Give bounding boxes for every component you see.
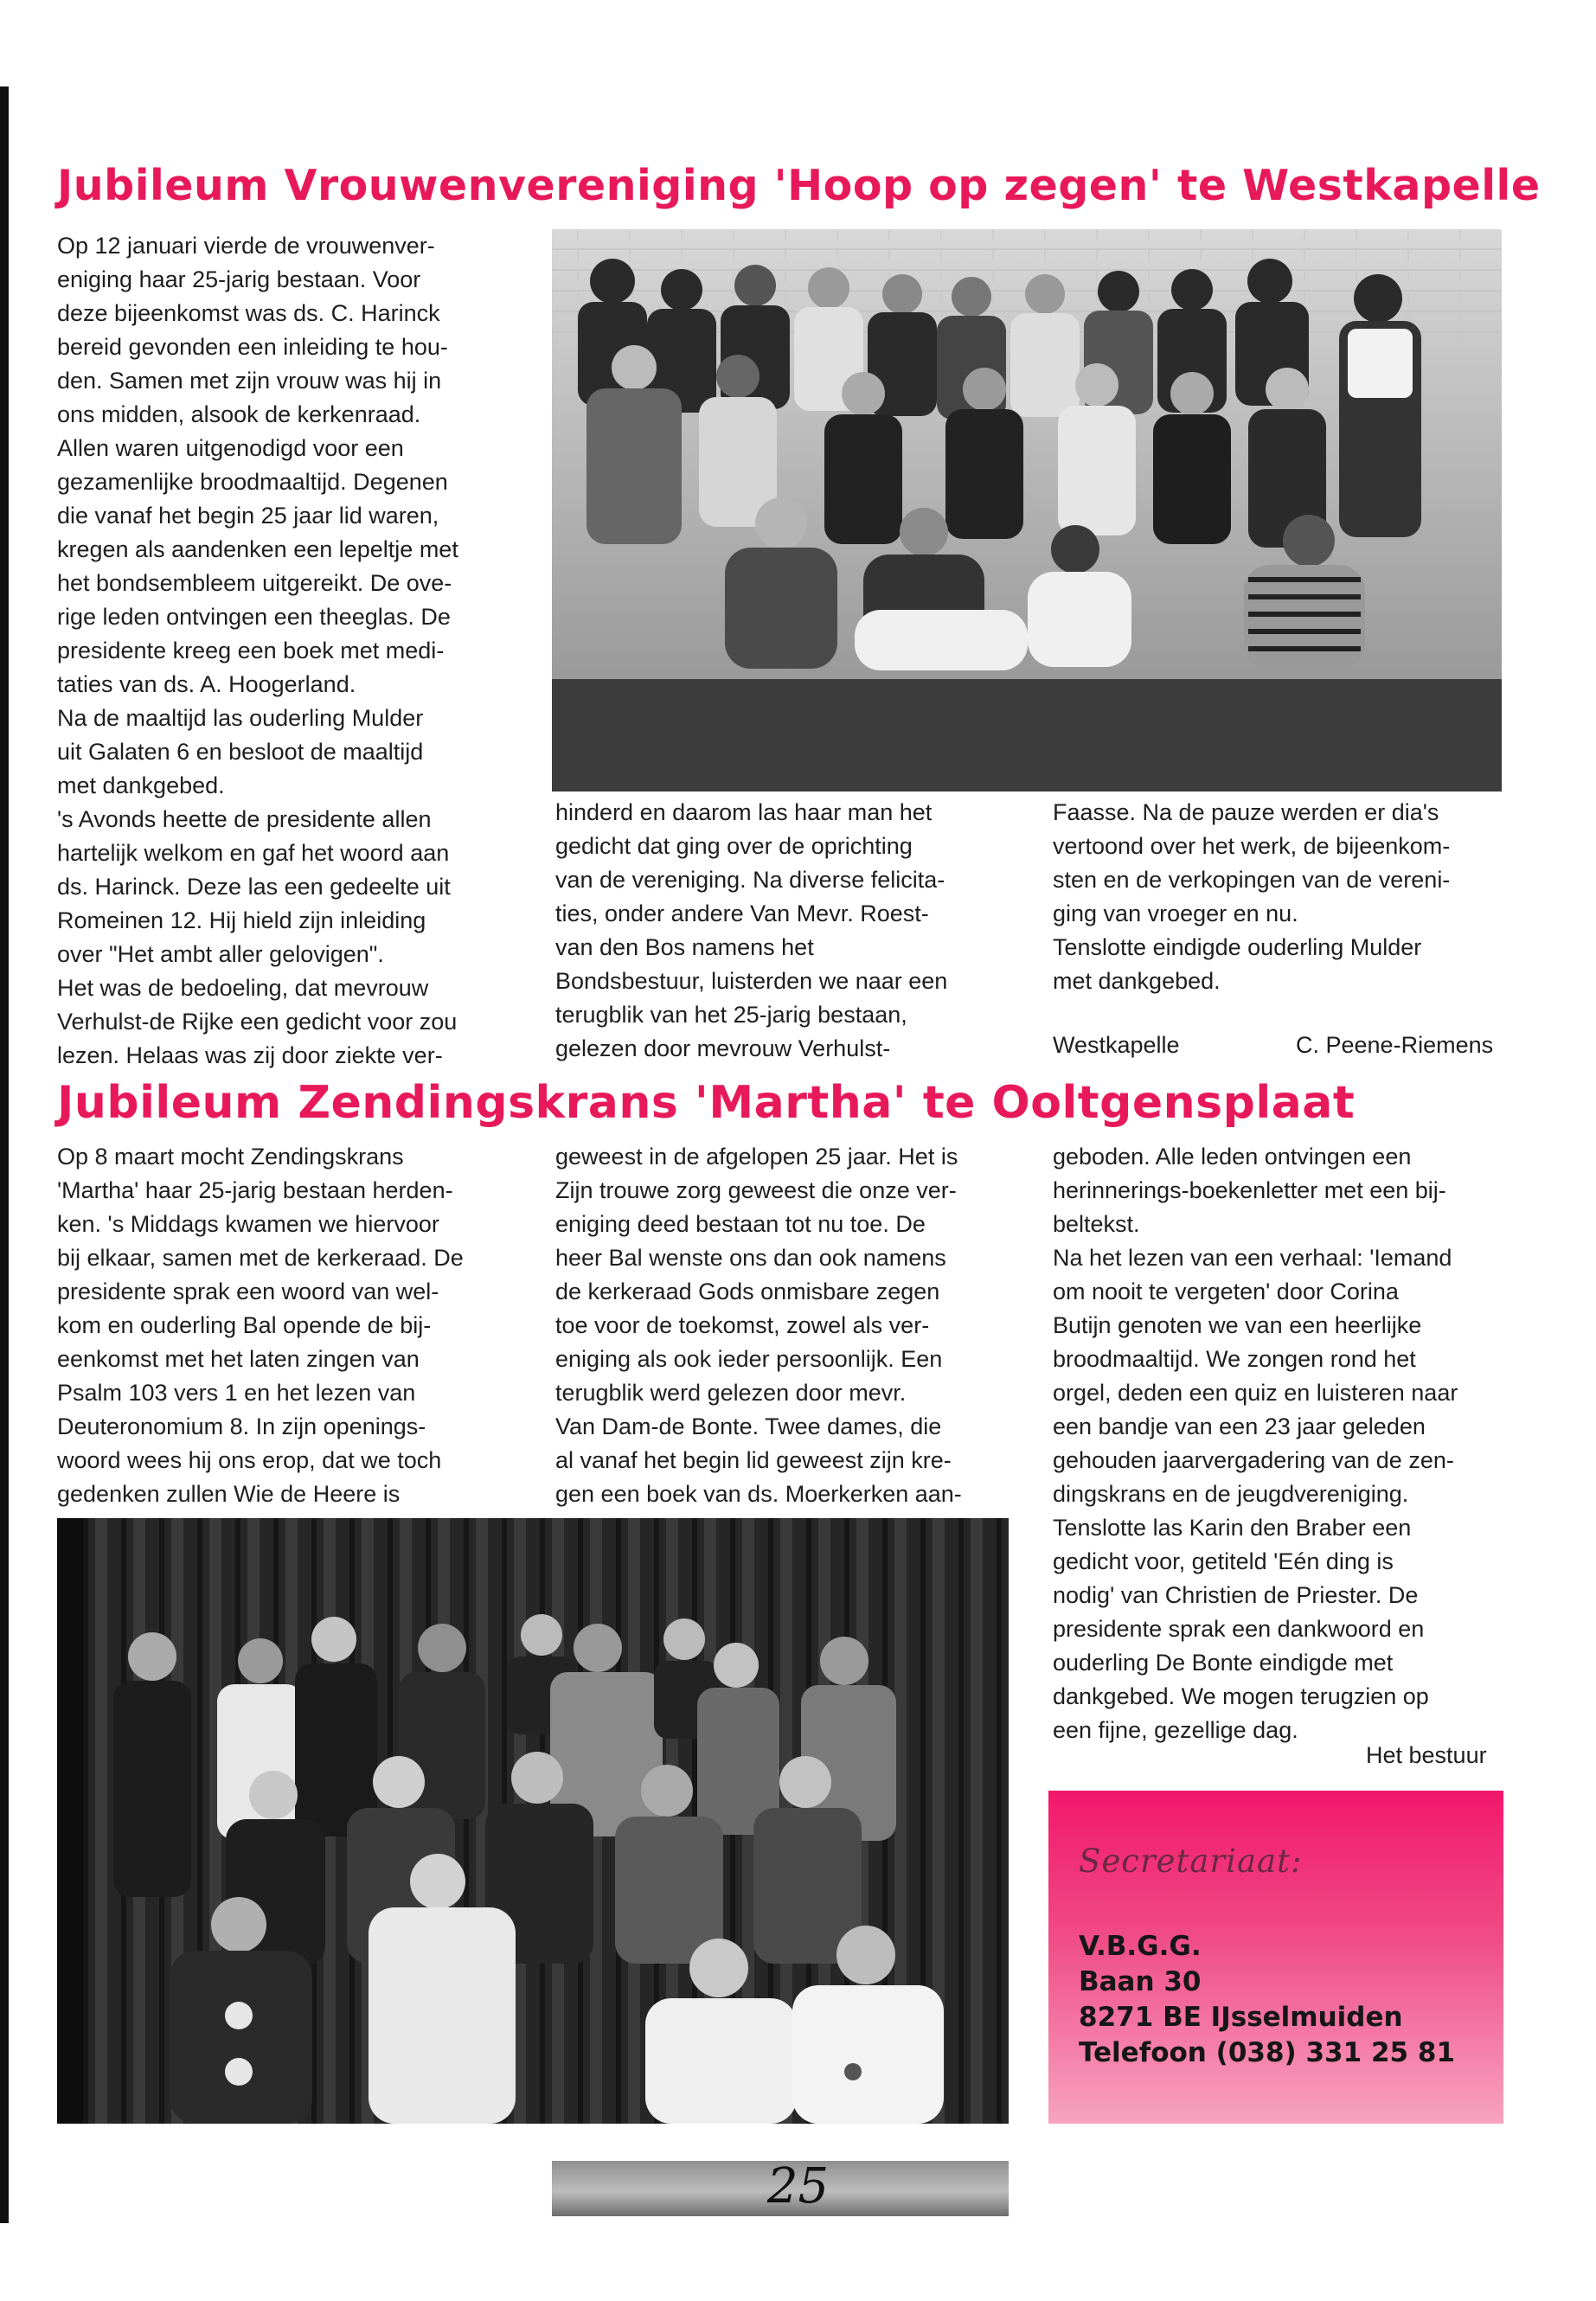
article2-column-2: geweest in de afgelopen 25 jaar. Het is Zijn trouwe zorg geweest die onze ver- eniging deed bestaan tot nu toe. De heer Bal wenste ons dan ook namens de kerkeraad Gods onmisbare zegen toe voor de toekomst, zowel als ver- eniging als ook ieder persoonlijk. Een terugblik werd gelezen door mevr. Van Dam-de Bonte. Twee dames, die al vanaf het begin lid geweest zijn kre- gen een boek van ds. Moerkerken aan- [555, 1144, 962, 1507]
article2-column-1: Op 8 maart mocht Zendingskrans 'Martha' haar 25-jarig bestaan herden- ken. 's Middags kwamen we hiervoor bij elkaar, samen met de kerkeraad. De presidente sprak een woord van wel- kom en ouderling Bal opende de bij- eenkomst met het laten zingen van Psalm 103 vers 1 en het lezen van Deuteronomium 8. In zijn openings- woord wees hij ons erop, dat we toch gedenken zullen Wie de Heere is [57, 1144, 464, 1507]
article2-title: Jubileum Zendingskrans 'Martha' te Ooltgensplaat [57, 1077, 1356, 1129]
article2-signature: Het bestuur [1366, 1742, 1487, 1768]
group-photo-westkapelle [552, 229, 1502, 792]
secretariat-box [1048, 1791, 1503, 2124]
article1-column-2: hinderd en daarom las haar man het gedicht dat ging over de oprichting van de vereniging. Na diverse felicita- ties, onder andere Van Mevr. Roest- van den Bos namens het Bondsbestuur, luisterden we naar een terugblik van het 25-jarig bestaan, gelezen door mevrouw Verhulst- [555, 799, 948, 1061]
article1-title: Jubileum Vrouwenvereniging 'Hoop op zegen' te Westkapelle [57, 161, 1541, 210]
group-photo-ooltgensplaat [57, 1518, 1009, 2124]
article1-column-3: Faasse. Na de pauze werden er dia's vertoond over het werk, de bijeenkom- sten en de verkopingen van de vereni- ging van vroeger en nu. Tenslotte eindigde ouderling Mulder met dankgebed. [1053, 799, 1451, 994]
article1-place: Westkapelle [1053, 1032, 1180, 1058]
article2-column-3: geboden. Alle leden ontvingen een herinnerings-boekenletter met een bij- beltekst. Na het lezen van een verhaal: 'Iemand om nooit te vergeten' door Corina Butijn genoten we van een heerlijke broodmaaltijd. We zongen rond het orgel, deden een quiz en luisteren naar een bandje van een 23 jaar geleden gehouden jaarvergadering van de zen- dingskrans en de jeugdvereniging. Tenslotte las Karin den Braber een gedicht voor, getiteld 'Eén ding is nodig' van Christien de Priester. De presidente sprak een dankwoord en ouderling De Bonte eindigde met dankgebed. We mogen terugzien op een fijne, gezellige dag. [1053, 1144, 1458, 1743]
secretariat-address: V.B.G.G. Baan 30 8271 BE IJsselmuiden Telefoon (038) 331 25 81 [1079, 1931, 1456, 2068]
secretariat-title: Secretariaat: [1079, 1843, 1303, 1880]
article1-column-1: Op 12 januari vierde de vrouwenver- eniging haar 25-jarig bestaan. Voor deze bijeenkomst was ds. C. Harinck bereid gevonden een inleiding te hou- den. Samen met zijn vrouw was hij in ons midden, alsook de kerkenraad. Allen waren uitgenodigd voor een gezamenlijke broodmaaltijd. Degenen die vanaf het begin 25 jaar lid waren, kregen als aandenken een lepeltje met het bondsembleem uitgereikt. De ove- rige leden ontvingen een theeglas. De presidente kreeg een boek met medi- taties van ds. A. Hoogerland. Na de maaltijd las ouderling Mulder uit Galaten 6 en besloot de maaltijd met dankgebed. 's Avonds heette de presidente allen hartelijk welkom en gaf het woord aan ds. Harinck. Deze las een gedeelte uit Romeinen 12. Hij hield zijn inleiding over "Het ambt aller gelovigen". Het was de bedoeling, dat mevrouw Verhulst-de Rijke een gedicht voor zou lezen. Helaas was zij door ziekte ver- [57, 233, 458, 1068]
page-number: 25 [766, 2158, 830, 2214]
page-edge-bar [0, 87, 9, 2223]
article1-author: C. Peene-Riemens [1296, 1032, 1494, 1058]
